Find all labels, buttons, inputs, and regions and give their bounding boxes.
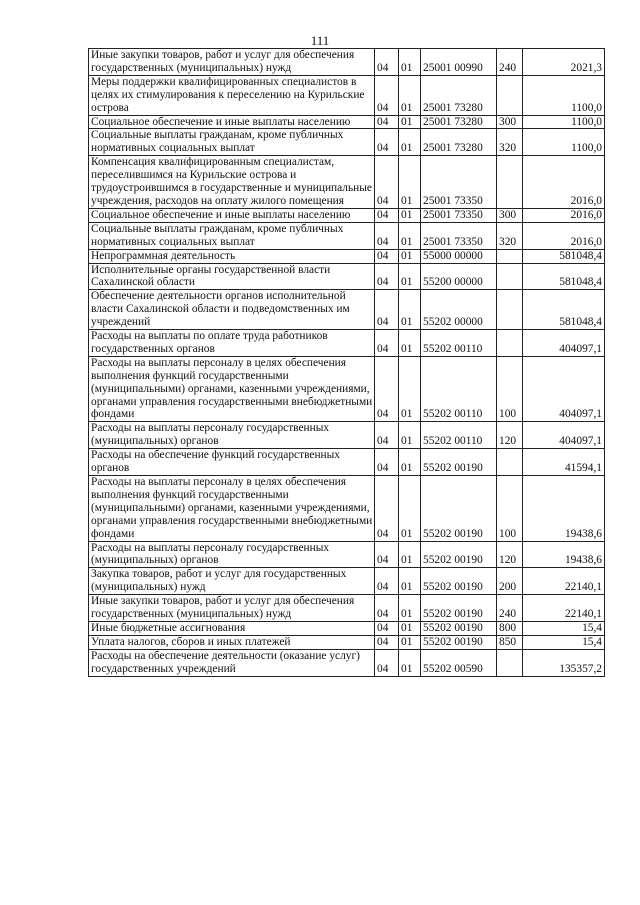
row-target-code-cell: 25001 73280 (421, 129, 497, 156)
row-name-cell: Иные закупки товаров, работ и услуг для обеспечения государственных (муниципальных) нужд (89, 595, 375, 622)
table-row (89, 263, 605, 290)
page-number: 111 (310, 33, 330, 48)
row-subsection-code-cell: 01 (399, 49, 421, 76)
row-subsection-code-cell: 01 (399, 422, 421, 449)
row-section-code-cell: 04 (375, 635, 399, 649)
row-expense-type-cell (497, 156, 523, 209)
table-body (89, 49, 605, 677)
row-amount-cell: 19438,6 (523, 476, 605, 542)
table-row (89, 356, 605, 422)
row-section-code-cell: 04 (375, 75, 399, 115)
row-target-code-cell: 55200 00000 (421, 263, 497, 290)
row-subsection-code-cell: 01 (399, 476, 421, 542)
row-subsection-code-cell: 01 (399, 129, 421, 156)
row-amount-cell: 15,4 (523, 621, 605, 635)
row-subsection-code-cell: 01 (399, 75, 421, 115)
row-section-code-cell: 04 (375, 476, 399, 542)
row-name-cell: Иные бюджетные ассигнования (89, 621, 375, 635)
row-expense-type-cell: 320 (497, 129, 523, 156)
row-amount-cell: 581048,4 (523, 249, 605, 263)
row-amount-cell: 2021,3 (523, 49, 605, 76)
table-row (89, 290, 605, 330)
table-row (89, 75, 605, 115)
row-name-cell: Иные закупки товаров, работ и услуг для обеспечения государственных (муниципальных) нужд (89, 49, 375, 76)
row-amount-cell: 1100,0 (523, 115, 605, 129)
row-target-code-cell: 55202 00190 (421, 449, 497, 476)
row-subsection-code-cell: 01 (399, 222, 421, 249)
row-expense-type-cell: 320 (497, 222, 523, 249)
table-row (89, 330, 605, 357)
row-expense-type-cell (497, 330, 523, 357)
row-name-cell: Расходы на выплаты персоналу в целях обеспечения выполнения функций государственными (муниципальными) органами, казенными учреждениями, органами управления государственными внебюджетными фондами (89, 356, 375, 422)
row-section-code-cell: 04 (375, 422, 399, 449)
row-section-code-cell: 04 (375, 249, 399, 263)
table-row (89, 476, 605, 542)
row-target-code-cell: 55202 00110 (421, 330, 497, 357)
row-amount-cell: 15,4 (523, 635, 605, 649)
row-section-code-cell: 04 (375, 621, 399, 635)
row-subsection-code-cell: 01 (399, 541, 421, 568)
row-expense-type-cell: 240 (497, 595, 523, 622)
row-name-cell: Расходы на обеспечение функций государственных органов (89, 449, 375, 476)
row-name-cell: Социальное обеспечение и иные выплаты населению (89, 208, 375, 222)
row-amount-cell: 404097,1 (523, 422, 605, 449)
table-row (89, 568, 605, 595)
table-row (89, 129, 605, 156)
row-expense-type-cell (497, 290, 523, 330)
table-row (89, 449, 605, 476)
row-name-cell: Социальные выплаты гражданам, кроме публичных нормативных социальных выплат (89, 222, 375, 249)
table-row (89, 49, 605, 76)
row-target-code-cell: 55202 00190 (421, 541, 497, 568)
row-amount-cell: 1100,0 (523, 129, 605, 156)
row-section-code-cell: 04 (375, 541, 399, 568)
row-target-code-cell: 55202 00190 (421, 476, 497, 542)
row-expense-type-cell: 850 (497, 635, 523, 649)
row-subsection-code-cell: 01 (399, 156, 421, 209)
row-name-cell: Компенсация квалифицированным специалистам, переселившимся на Курильские острова и трудоустроившимся в государственные и муниципальные учреждения, расходов на оплату жилого помещения (89, 156, 375, 209)
row-name-cell: Социальное обеспечение и иные выплаты населению (89, 115, 375, 129)
row-amount-cell: 404097,1 (523, 330, 605, 357)
row-name-cell: Обеспечение деятельности органов исполнительной власти Сахалинской области и подведомственных им учреждений (89, 290, 375, 330)
row-expense-type-cell: 120 (497, 422, 523, 449)
row-name-cell: Непрограммная деятельность (89, 249, 375, 263)
row-target-code-cell: 55202 00000 (421, 290, 497, 330)
table-row (89, 541, 605, 568)
row-target-code-cell: 25001 73280 (421, 75, 497, 115)
table-row (89, 208, 605, 222)
row-section-code-cell: 04 (375, 568, 399, 595)
row-name-cell: Расходы на выплаты персоналу в целях обеспечения выполнения функций государственными (муниципальными) органами, казенными учреждениями, органами управления государственными внебюджетными фондами (89, 476, 375, 542)
row-section-code-cell: 04 (375, 356, 399, 422)
row-section-code-cell: 04 (375, 263, 399, 290)
row-section-code-cell: 04 (375, 156, 399, 209)
row-amount-cell: 2016,0 (523, 222, 605, 249)
table-row (89, 422, 605, 449)
row-target-code-cell: 55202 00110 (421, 356, 497, 422)
row-target-code-cell: 25001 00990 (421, 49, 497, 76)
row-expense-type-cell: 800 (497, 621, 523, 635)
table-row (89, 621, 605, 635)
row-subsection-code-cell: 01 (399, 635, 421, 649)
table-row (89, 249, 605, 263)
row-subsection-code-cell: 01 (399, 263, 421, 290)
row-expense-type-cell: 300 (497, 208, 523, 222)
row-section-code-cell: 04 (375, 115, 399, 129)
table-row (89, 595, 605, 622)
row-amount-cell: 22140,1 (523, 568, 605, 595)
row-expense-type-cell: 300 (497, 115, 523, 129)
row-name-cell: Меры поддержки квалифицированных специалистов в целях их стимулирования к переселению на Курильские острова (89, 75, 375, 115)
row-amount-cell: 404097,1 (523, 356, 605, 422)
row-amount-cell: 19438,6 (523, 541, 605, 568)
row-target-code-cell: 55202 00190 (421, 635, 497, 649)
budget-table (88, 48, 605, 677)
row-expense-type-cell (497, 249, 523, 263)
row-name-cell: Социальные выплаты гражданам, кроме публичных нормативных социальных выплат (89, 129, 375, 156)
row-target-code-cell: 55202 00190 (421, 568, 497, 595)
row-expense-type-cell (497, 75, 523, 115)
row-section-code-cell: 04 (375, 208, 399, 222)
row-section-code-cell: 04 (375, 129, 399, 156)
row-expense-type-cell: 100 (497, 356, 523, 422)
row-target-code-cell: 25001 73280 (421, 115, 497, 129)
row-name-cell: Исполнительные органы государственной власти Сахалинской области (89, 263, 375, 290)
row-subsection-code-cell: 01 (399, 208, 421, 222)
row-target-code-cell: 55202 00590 (421, 649, 497, 676)
row-amount-cell: 22140,1 (523, 595, 605, 622)
row-section-code-cell: 04 (375, 595, 399, 622)
table-row (89, 115, 605, 129)
row-section-code-cell: 04 (375, 649, 399, 676)
row-subsection-code-cell: 01 (399, 449, 421, 476)
row-expense-type-cell: 100 (497, 476, 523, 542)
row-expense-type-cell: 120 (497, 541, 523, 568)
row-target-code-cell: 25001 73350 (421, 208, 497, 222)
row-expense-type-cell (497, 449, 523, 476)
row-target-code-cell: 55202 00190 (421, 621, 497, 635)
table-row (89, 635, 605, 649)
row-amount-cell: 581048,4 (523, 290, 605, 330)
row-name-cell: Расходы на выплаты по оплате труда работников государственных органов (89, 330, 375, 357)
row-name-cell: Расходы на выплаты персоналу государственных (муниципальных) органов (89, 541, 375, 568)
row-expense-type-cell (497, 649, 523, 676)
table-row (89, 156, 605, 209)
row-name-cell: Расходы на выплаты персоналу государственных (муниципальных) органов (89, 422, 375, 449)
row-target-code-cell: 55202 00190 (421, 595, 497, 622)
row-section-code-cell: 04 (375, 449, 399, 476)
row-amount-cell: 41594,1 (523, 449, 605, 476)
row-subsection-code-cell: 01 (399, 356, 421, 422)
row-subsection-code-cell: 01 (399, 330, 421, 357)
row-expense-type-cell: 240 (497, 49, 523, 76)
row-subsection-code-cell: 01 (399, 290, 421, 330)
table-row (89, 649, 605, 676)
row-name-cell: Расходы на обеспечение деятельности (оказание услуг) государственных учреждений (89, 649, 375, 676)
row-subsection-code-cell: 01 (399, 649, 421, 676)
row-target-code-cell: 25001 73350 (421, 156, 497, 209)
row-section-code-cell: 04 (375, 222, 399, 249)
row-subsection-code-cell: 01 (399, 568, 421, 595)
row-subsection-code-cell: 01 (399, 621, 421, 635)
row-target-code-cell: 55000 00000 (421, 249, 497, 263)
row-expense-type-cell (497, 263, 523, 290)
row-amount-cell: 1100,0 (523, 75, 605, 115)
table-row (89, 222, 605, 249)
row-subsection-code-cell: 01 (399, 595, 421, 622)
row-section-code-cell: 04 (375, 49, 399, 76)
row-subsection-code-cell: 01 (399, 249, 421, 263)
row-section-code-cell: 04 (375, 290, 399, 330)
row-name-cell: Уплата налогов, сборов и иных платежей (89, 635, 375, 649)
row-section-code-cell: 04 (375, 330, 399, 357)
row-expense-type-cell: 200 (497, 568, 523, 595)
row-amount-cell: 135357,2 (523, 649, 605, 676)
row-target-code-cell: 25001 73350 (421, 222, 497, 249)
row-amount-cell: 581048,4 (523, 263, 605, 290)
row-amount-cell: 2016,0 (523, 208, 605, 222)
row-subsection-code-cell: 01 (399, 115, 421, 129)
row-name-cell: Закупка товаров, работ и услуг для государственных (муниципальных) нужд (89, 568, 375, 595)
row-amount-cell: 2016,0 (523, 156, 605, 209)
row-target-code-cell: 55202 00110 (421, 422, 497, 449)
